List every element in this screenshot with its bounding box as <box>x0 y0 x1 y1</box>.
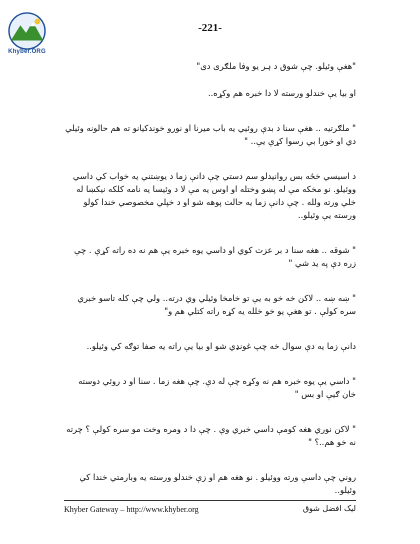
logo-caption: Khyber.ORG <box>8 49 46 55</box>
footer-author: لیک افضل شوق <box>302 504 356 513</box>
article-body <box>64 60 356 497</box>
paragraph: " ملګرتیه .. هغې سنا د بدې روئیي یه باب میرنا او نورو خوندکیانو ته هم حالونه وئیلي دي او خورا بي رسوا کړې یې.. " <box>65 123 356 146</box>
paragraph: " ښه ښه .. لاکن خه خو به یې تو خامخا وئیلي وي درته.. ولي چې کله تاسو خبري سره کولې . تو هغې یو خو خلله یه کړه راته کتلي هم و" <box>77 293 356 316</box>
paragraph: او بیا یې خندلو ورسته لا دا خبره هم وکړه.. <box>207 88 356 98</box>
page-number: -221- <box>198 22 222 34</box>
paragraph: " لاکن نوري هغه کومې داسي خبري وې . چې دا د ومره وخت مو سره کولې ؟ چرته نه خو هم..؟ " <box>66 424 356 447</box>
footer-source: Khyber Gateway – http://www.khyber.org <box>64 505 199 514</box>
paragraph: " شوقه .. هغه سنا د بر عزت کوي او داسي یوه خبره یې هم نه ده راته کړې . چې زره دې په ید شي " <box>74 245 356 268</box>
paragraph: " داسي یې یوه خبره هم نه وکړه چې له دې. چې هغه زما . سنا او د روئي دوسته خان ګیې او بس " <box>78 376 356 399</box>
footer-divider <box>64 500 356 501</box>
paragraph: دانې زما یه دې سوال خه چپ غونډي شو او بیا یې راته یه صفا توګه کي وئیلو.. <box>86 341 356 351</box>
paragraph: د اسیسي خځه بس روانیدلو سم دستي چې دانې زما د یوښتني یه خواب کي داسي ووئیلو. نو مخکه مې له پښو وختله او اوس یه مې لا د وئیسا یه نامه کلکه نیکښا له خلي ورته ولله . چې دانې زما یه حالت پوهه شو او د خپلي مخصوصي خندا کولو ورسته یې وئیلو.. <box>72 171 356 220</box>
paragraph: روني چې داسې ورته ووئیلو . نو هغه هم او زې خندلو ورسته یه وبارمتي خندا کي وئیلو.. <box>79 472 356 495</box>
paragraph: "هغې وئیلو. چې شوق د ہر یو وفا ملګری دی" <box>196 61 356 71</box>
